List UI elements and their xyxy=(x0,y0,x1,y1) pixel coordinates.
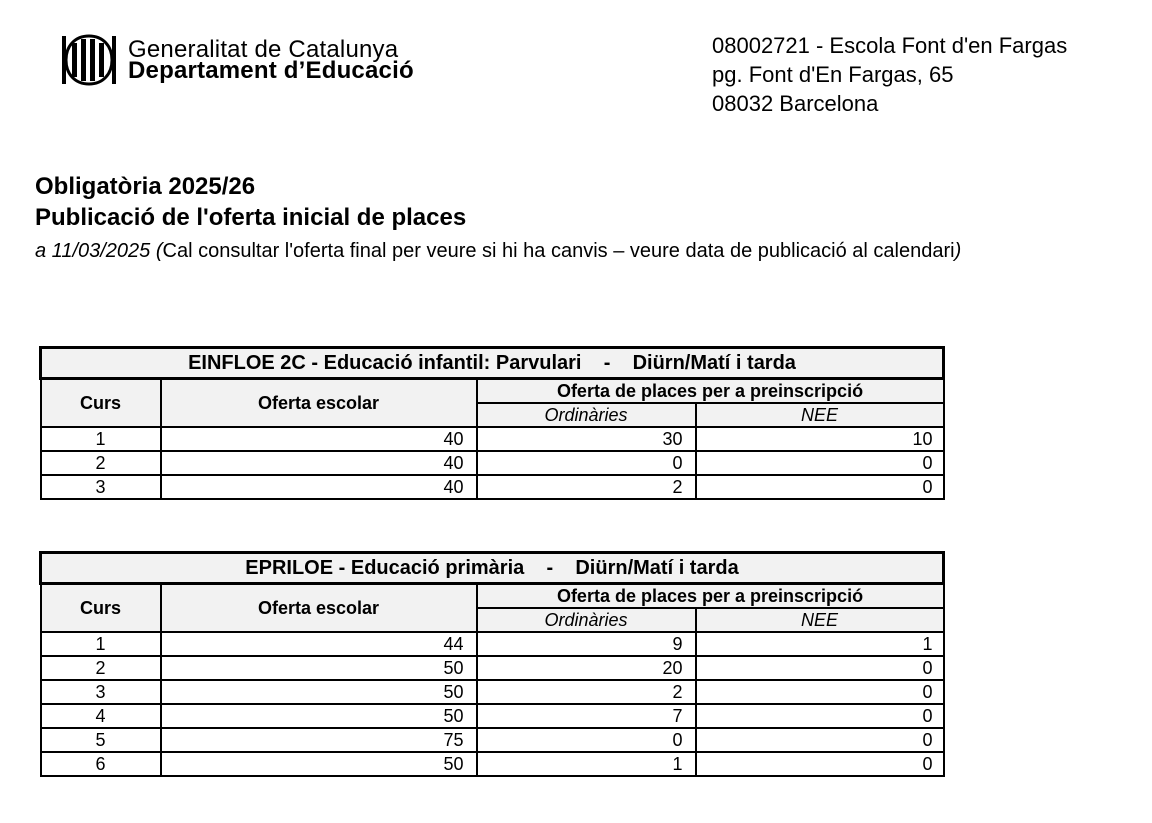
cell-curs: 6 xyxy=(41,752,161,776)
cell-curs: 3 xyxy=(41,475,161,499)
cell-nee: 0 xyxy=(696,752,944,776)
publication-date: a 11/03/2025 xyxy=(35,240,151,262)
cell-ordinaries: 1 xyxy=(477,752,696,776)
column-header-preinscripcio: Oferta de places per a preinscripció xyxy=(477,584,944,609)
column-header-oferta: Oferta escolar xyxy=(161,379,477,428)
table-row xyxy=(41,656,944,680)
publication-note xyxy=(35,240,961,263)
cell-oferta: 40 xyxy=(161,475,477,499)
offer-table-primaria xyxy=(39,551,945,777)
cell-ordinaries: 0 xyxy=(477,451,696,475)
note-close-paren: ) xyxy=(954,240,962,262)
table-row xyxy=(41,752,944,776)
cell-curs: 3 xyxy=(41,680,161,704)
cell-ordinaries: 2 xyxy=(477,475,696,499)
table-row xyxy=(41,632,944,656)
cell-oferta: 50 xyxy=(161,704,477,728)
cell-nee: 0 xyxy=(696,475,944,499)
note-text: Cal consultar l'oferta final per veure si hi ha canvis – veure data de publicació al calendari xyxy=(162,240,955,262)
cell-nee: 0 xyxy=(696,680,944,704)
column-header-curs: Curs xyxy=(41,379,161,428)
cell-oferta: 50 xyxy=(161,752,477,776)
cell-ordinaries: 30 xyxy=(477,427,696,451)
cell-curs: 2 xyxy=(41,656,161,680)
table-row xyxy=(41,728,944,752)
note-open-paren: ( xyxy=(150,240,163,262)
column-header-ordinaries: Ordinàries xyxy=(477,403,696,427)
column-header-curs: Curs xyxy=(41,584,161,633)
school-street: pg. Font d'En Fargas, 65 xyxy=(712,62,954,87)
page-title: Obligatòria 2025/26 xyxy=(35,173,256,200)
cell-curs: 4 xyxy=(41,704,161,728)
table-row xyxy=(41,475,944,499)
cell-nee: 0 xyxy=(696,656,944,680)
cell-nee: 0 xyxy=(696,451,944,475)
cell-curs: 1 xyxy=(41,427,161,451)
cell-ordinaries: 20 xyxy=(477,656,696,680)
school-code-name: 08002721 - Escola Font d'en Fargas xyxy=(712,33,1068,58)
cell-curs: 1 xyxy=(41,632,161,656)
cell-nee: 1 xyxy=(696,632,944,656)
cell-ordinaries: 2 xyxy=(477,680,696,704)
school-city: 08032 Barcelona xyxy=(712,91,879,116)
cell-ordinaries: 7 xyxy=(477,704,696,728)
cell-oferta: 50 xyxy=(161,656,477,680)
cell-curs: 5 xyxy=(41,728,161,752)
cell-ordinaries: 9 xyxy=(477,632,696,656)
page-subtitle: Publicació de l'oferta inicial de places xyxy=(35,204,467,231)
cell-oferta: 50 xyxy=(161,680,477,704)
org-line1: Generalitat de Catalunya xyxy=(128,36,399,63)
cell-oferta: 75 xyxy=(161,728,477,752)
cell-ordinaries: 0 xyxy=(477,728,696,752)
school-address xyxy=(712,31,1067,118)
cell-nee: 0 xyxy=(696,728,944,752)
organization-name xyxy=(128,38,414,83)
column-header-oferta: Oferta escolar xyxy=(161,584,477,633)
column-header-nee: NEE xyxy=(696,608,944,632)
offer-table-infantil xyxy=(39,346,945,500)
org-line2: Departament d’Educació xyxy=(128,57,414,84)
cell-oferta: 40 xyxy=(161,427,477,451)
table-row xyxy=(41,704,944,728)
column-header-nee: NEE xyxy=(696,403,944,427)
cell-nee: 10 xyxy=(696,427,944,451)
column-header-ordinaries: Ordinàries xyxy=(477,608,696,632)
column-header-preinscripcio: Oferta de places per a preinscripció xyxy=(477,379,944,404)
table-row xyxy=(41,427,944,451)
table-row xyxy=(41,451,944,475)
table-title: EPRILOE - Educació primària - Diürn/Matí i tarda xyxy=(41,553,944,584)
cell-oferta: 44 xyxy=(161,632,477,656)
table-title: EINFLOE 2C - Educació infantil: Parvulari - Diürn/Matí i tarda xyxy=(41,348,944,379)
cell-oferta: 40 xyxy=(161,451,477,475)
table-row xyxy=(41,680,944,704)
cell-nee: 0 xyxy=(696,704,944,728)
generalitat-logo-icon xyxy=(62,34,116,86)
cell-curs: 2 xyxy=(41,451,161,475)
